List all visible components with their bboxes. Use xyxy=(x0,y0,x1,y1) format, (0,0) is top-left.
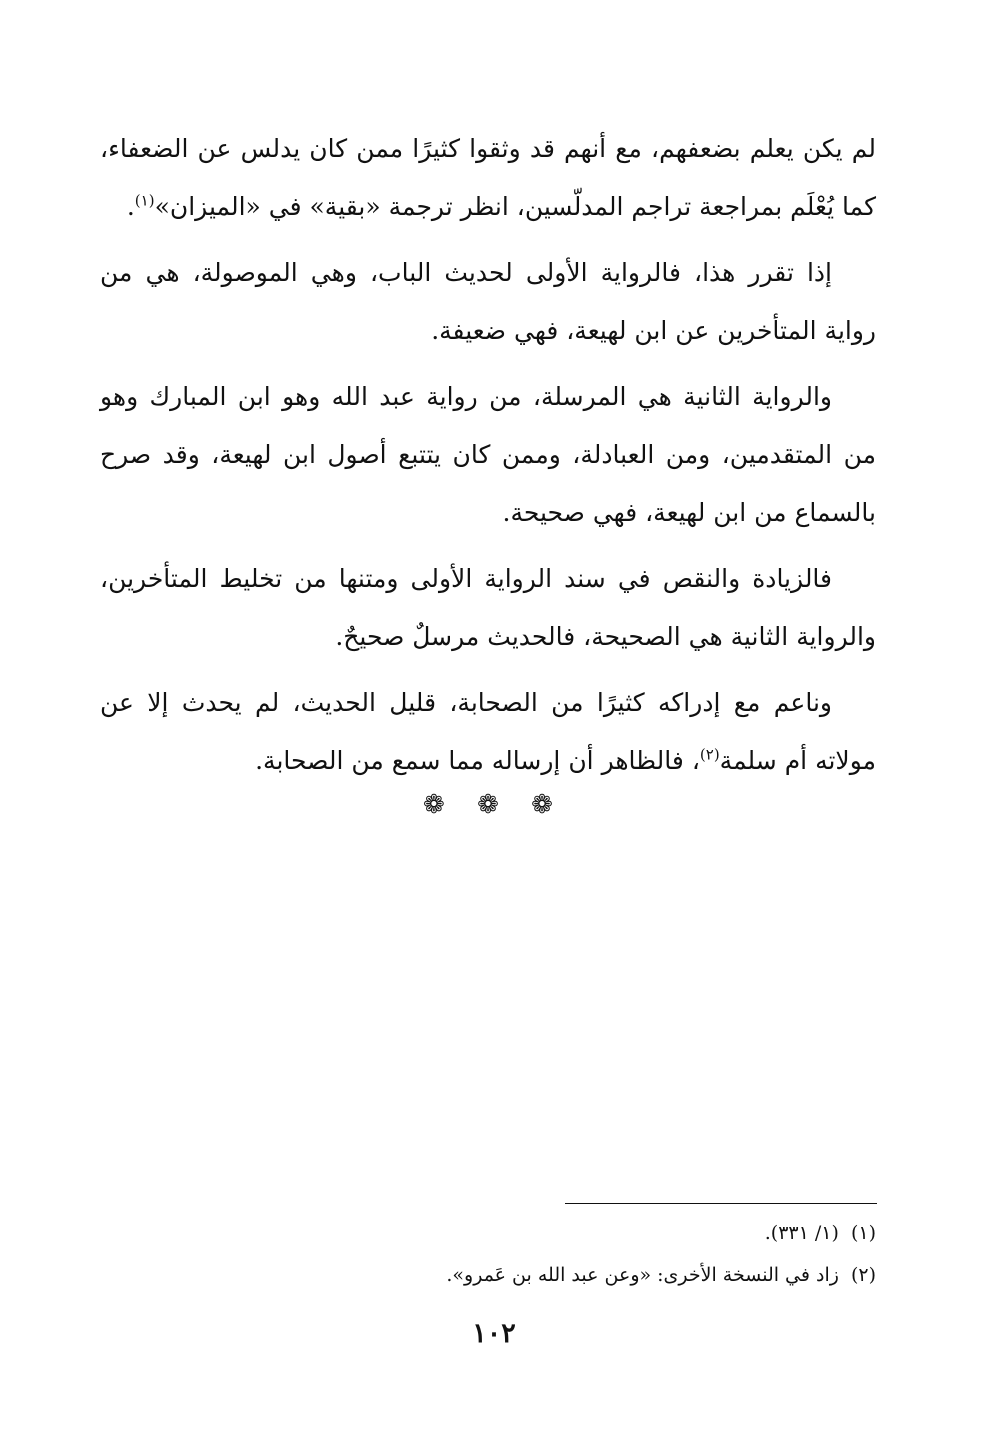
paragraph-4-text: فالزيادة والنقص في سند الرواية الأولى ومتنها من تخليط المتأخرين، والرواية الثانية هي الصحيحة، فالحديث مرسلٌ صحيحٌ. xyxy=(100,564,876,651)
footnote-1 xyxy=(100,1212,876,1254)
paragraph-5 xyxy=(100,674,876,790)
paragraph-1-text: لم يكن يعلم بضعفهم، مع أنهم قد وثقوا كثيرًا ممن كان يدلس عن الضعفاء، كما يُعْلَم بمراجعة تراجم المدلّسين، انظر ترجمة «بقية» في «الميزان» xyxy=(100,134,876,221)
paragraph-3-text: والرواية الثانية هي المرسلة، من رواية عبد الله وهو ابن المبارك وهو من المتقدمين، ومن العبادلة، وممن كان يتتبع أصول ابن لهيعة، وقد صرح بالسماع من ابن لهيعة، فهي صحيحة. xyxy=(100,382,876,527)
footnote-2-number: (٢) xyxy=(850,1264,876,1286)
paragraph-4 xyxy=(100,550,876,666)
paragraph-1-tail: . xyxy=(126,192,135,221)
paragraph-2 xyxy=(100,244,876,360)
paragraph-5-text: وناعم مع إدراكه كثيرًا من الصحابة، قليل الحديث، لم يحدث إلا عن مولاته أم سلمة xyxy=(100,688,876,775)
footnote-1-text: (١/ ٣٣١). xyxy=(764,1222,839,1244)
footnote-ref-1: (١) xyxy=(134,191,155,210)
footnote-1-number: (١) xyxy=(850,1222,876,1244)
paragraph-1 xyxy=(100,120,876,236)
footnote-divider xyxy=(565,1203,877,1204)
section-separator: ❁ ❁ ❁ xyxy=(423,790,565,820)
paragraph-2-text: إذا تقرر هذا، فالرواية الأولى لحديث الباب، وهي الموصولة، هي من رواية المتأخرين عن ابن لهيعة، فهي ضعيفة. xyxy=(100,258,876,345)
paragraph-5-tail: ، فالظاهر أن إرساله مما سمع من الصحابة. xyxy=(255,746,700,775)
footnote-ref-2: (٢) xyxy=(699,745,720,764)
footnotes xyxy=(100,1212,876,1296)
page-number: ١٠٢ xyxy=(472,1318,516,1349)
main-text xyxy=(100,120,876,798)
paragraph-3 xyxy=(100,368,876,542)
footnote-2 xyxy=(100,1254,876,1296)
footnote-2-text: زاد في النسخة الأخرى: «وعن عبد الله بن عَمرو». xyxy=(446,1264,839,1286)
